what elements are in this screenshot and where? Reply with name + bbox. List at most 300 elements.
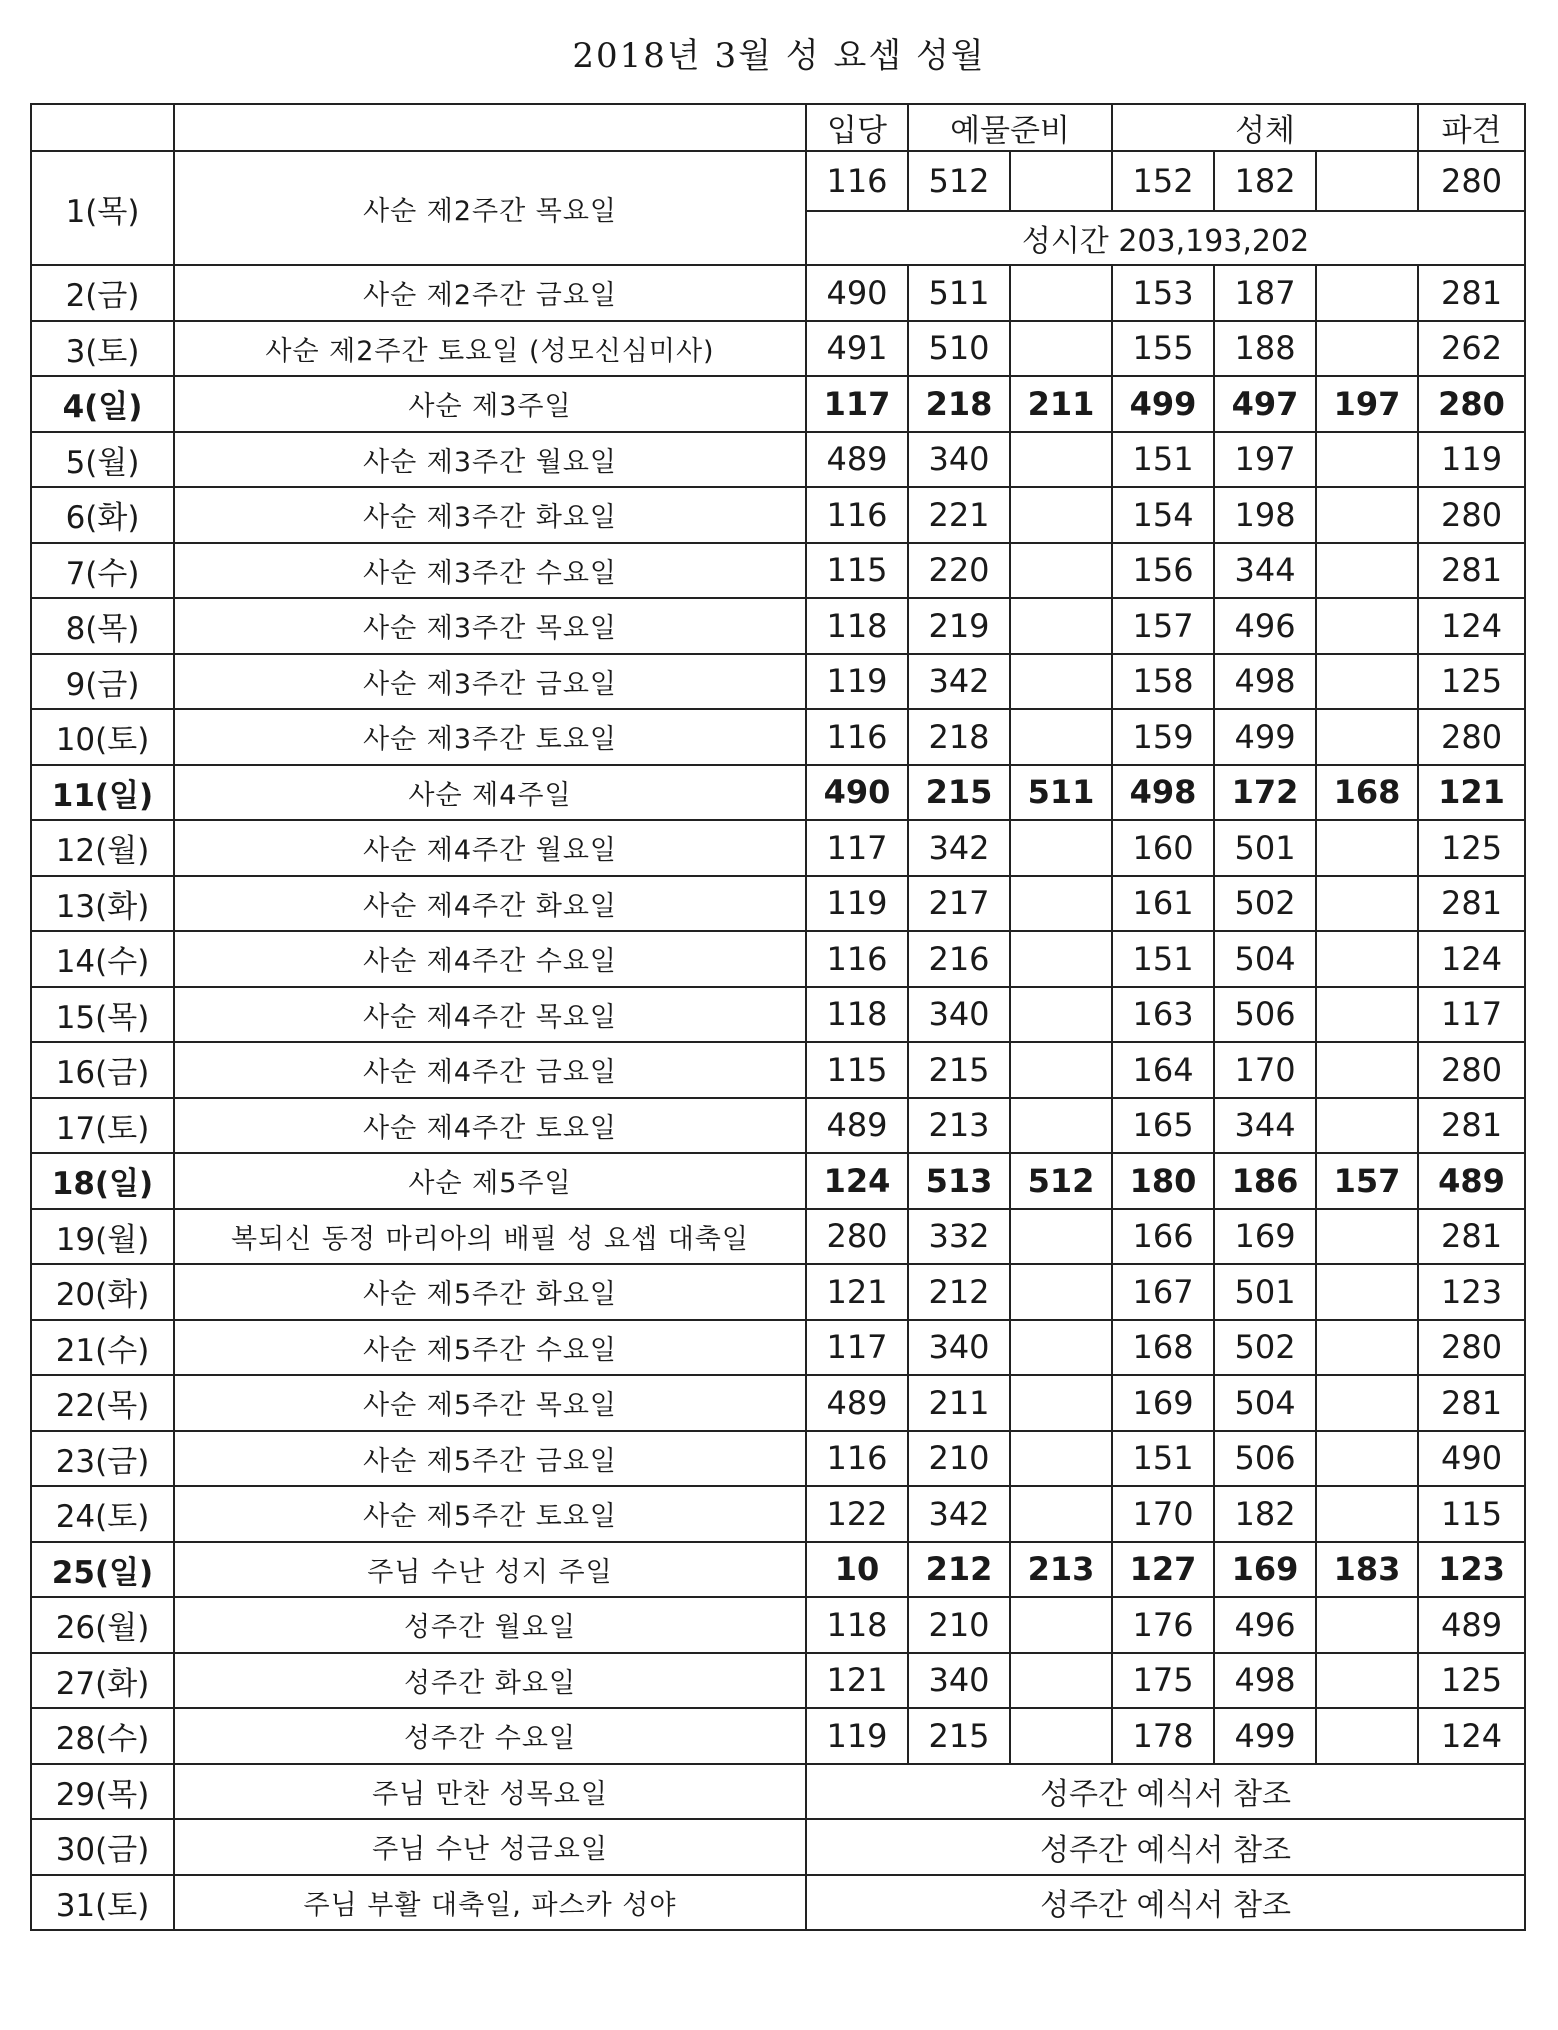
date-cell: 28(수) (31, 1708, 174, 1764)
date-cell: 9(금) (31, 654, 174, 710)
number-cell (1010, 598, 1112, 654)
number-cell: 490 (806, 265, 908, 321)
number-cell: 198 (1214, 487, 1316, 543)
number-cell: 496 (1214, 1597, 1316, 1653)
sunday-row (31, 1153, 1525, 1209)
number-cell: 280 (1418, 709, 1525, 765)
sunday-row (31, 376, 1525, 432)
number-cell: 499 (1214, 1708, 1316, 1764)
number-cell: 340 (908, 432, 1010, 488)
liturgy-name-cell: 사순 제2주간 토요일 (성모신심미사) (174, 321, 806, 377)
liturgy-name-cell: 성주간 월요일 (174, 1597, 806, 1653)
number-cell: 186 (1214, 1153, 1316, 1209)
header-row (31, 104, 1525, 151)
date-cell: 7(수) (31, 543, 174, 599)
number-cell: 510 (908, 321, 1010, 377)
table-row (31, 1264, 1525, 1320)
holy-hour-note: 성시간 203,193,202 (806, 211, 1525, 265)
date-cell: 5(월) (31, 432, 174, 488)
date-cell: 26(월) (31, 1597, 174, 1653)
number-cell (1010, 1320, 1112, 1376)
table-row (31, 820, 1525, 876)
table-row (31, 543, 1525, 599)
number-cell (1316, 654, 1418, 710)
number-cell: 124 (806, 1153, 908, 1209)
number-cell: 116 (806, 931, 908, 987)
number-cell: 168 (1112, 1320, 1214, 1376)
header-communion: 성체 (1112, 104, 1418, 151)
number-cell: 490 (1418, 1431, 1525, 1487)
number-cell: 215 (908, 1708, 1010, 1764)
number-cell: 489 (806, 1098, 908, 1154)
table-row (31, 1875, 1525, 1931)
number-cell: 10 (806, 1542, 908, 1598)
number-cell: 153 (1112, 265, 1214, 321)
number-cell (1316, 598, 1418, 654)
table-row (31, 1209, 1525, 1265)
number-cell: 496 (1214, 598, 1316, 654)
number-cell: 281 (1418, 876, 1525, 932)
number-cell: 163 (1112, 987, 1214, 1043)
table-row (31, 1042, 1525, 1098)
table-row (31, 432, 1525, 488)
number-cell (1010, 151, 1112, 211)
number-cell: 210 (908, 1597, 1010, 1653)
number-cell: 117 (806, 820, 908, 876)
date-cell: 19(월) (31, 1209, 174, 1265)
number-cell: 124 (1418, 931, 1525, 987)
header-dismissal: 파견 (1418, 104, 1525, 151)
table-row (31, 654, 1525, 710)
liturgy-name-cell: 사순 제3주간 토요일 (174, 709, 806, 765)
reference-note-cell: 성주간 예식서 참조 (806, 1819, 1525, 1875)
date-cell: 21(수) (31, 1320, 174, 1376)
number-cell (1316, 487, 1418, 543)
number-cell (1010, 987, 1112, 1043)
number-cell: 210 (908, 1431, 1010, 1487)
table-row (31, 1431, 1525, 1487)
number-cell: 170 (1112, 1486, 1214, 1542)
liturgy-name-cell: 사순 제3주간 화요일 (174, 487, 806, 543)
number-cell: 344 (1214, 543, 1316, 599)
number-cell: 182 (1214, 151, 1316, 211)
reference-note-cell: 성주간 예식서 참조 (806, 1764, 1525, 1820)
liturgy-name-cell: 성주간 수요일 (174, 1708, 806, 1764)
liturgy-name-cell: 사순 제4주간 수요일 (174, 931, 806, 987)
number-cell: 175 (1112, 1653, 1214, 1709)
number-cell: 211 (1010, 376, 1112, 432)
number-cell: 512 (908, 151, 1010, 211)
number-cell: 117 (806, 1320, 908, 1376)
date-cell: 17(토) (31, 1098, 174, 1154)
table-row (31, 1597, 1525, 1653)
number-cell: 116 (806, 709, 908, 765)
number-cell: 213 (1010, 1542, 1112, 1598)
number-cell: 501 (1214, 820, 1316, 876)
number-cell: 151 (1112, 931, 1214, 987)
number-cell: 215 (908, 1042, 1010, 1098)
number-cell: 280 (1418, 1320, 1525, 1376)
number-cell: 172 (1214, 765, 1316, 821)
number-cell (1316, 543, 1418, 599)
table-row (31, 265, 1525, 321)
number-cell: 169 (1214, 1542, 1316, 1598)
number-cell: 180 (1112, 1153, 1214, 1209)
number-cell: 498 (1112, 765, 1214, 821)
number-cell: 281 (1418, 543, 1525, 599)
liturgy-name-cell: 사순 제4주간 화요일 (174, 876, 806, 932)
number-cell: 217 (908, 876, 1010, 932)
table-row (31, 487, 1525, 543)
reference-note-cell: 성주간 예식서 참조 (806, 1875, 1525, 1931)
liturgy-name-cell: 주님 만찬 성목요일 (174, 1764, 806, 1820)
number-cell: 183 (1316, 1542, 1418, 1598)
number-cell: 152 (1112, 151, 1214, 211)
table-row (31, 321, 1525, 377)
number-cell: 499 (1214, 709, 1316, 765)
number-cell (1010, 1486, 1112, 1542)
header-entrance: 입당 (806, 104, 908, 151)
number-cell: 154 (1112, 487, 1214, 543)
number-cell: 281 (1418, 1098, 1525, 1154)
number-cell (1010, 931, 1112, 987)
date-cell: 27(화) (31, 1653, 174, 1709)
liturgy-name-cell: 사순 제3주일 (174, 376, 806, 432)
date-cell: 3(토) (31, 321, 174, 377)
number-cell (1010, 820, 1112, 876)
liturgy-name-cell: 사순 제3주간 목요일 (174, 598, 806, 654)
number-cell: 344 (1214, 1098, 1316, 1154)
number-cell: 280 (806, 1209, 908, 1265)
number-cell: 119 (1418, 432, 1525, 488)
date-cell: 13(화) (31, 876, 174, 932)
number-cell: 212 (908, 1542, 1010, 1598)
number-cell: 281 (1418, 1375, 1525, 1431)
header-offertory: 예물준비 (908, 104, 1112, 151)
number-cell (1010, 709, 1112, 765)
liturgy-name-cell: 사순 제4주일 (174, 765, 806, 821)
number-cell (1010, 1209, 1112, 1265)
liturgy-name-cell: 사순 제3주간 수요일 (174, 543, 806, 599)
number-cell: 124 (1418, 1708, 1525, 1764)
number-cell: 497 (1214, 376, 1316, 432)
number-cell: 513 (908, 1153, 1010, 1209)
number-cell: 119 (806, 1708, 908, 1764)
number-cell: 211 (908, 1375, 1010, 1431)
header-name-cell (174, 104, 806, 151)
table-row (31, 709, 1525, 765)
number-cell: 197 (1316, 376, 1418, 432)
date-cell: 11(일) (31, 765, 174, 821)
number-cell: 122 (806, 1486, 908, 1542)
number-cell: 188 (1214, 321, 1316, 377)
date-cell: 8(목) (31, 598, 174, 654)
number-cell: 156 (1112, 543, 1214, 599)
number-cell: 125 (1418, 1653, 1525, 1709)
number-cell (1010, 1708, 1112, 1764)
number-cell: 115 (1418, 1486, 1525, 1542)
number-cell (1316, 1209, 1418, 1265)
number-cell: 115 (806, 543, 908, 599)
number-cell: 215 (908, 765, 1010, 821)
header-date-cell (31, 104, 174, 151)
number-cell: 489 (806, 432, 908, 488)
number-cell: 197 (1214, 432, 1316, 488)
date-cell: 22(목) (31, 1375, 174, 1431)
liturgy-name-cell: 사순 제5주간 화요일 (174, 1264, 806, 1320)
number-cell (1010, 1375, 1112, 1431)
date-cell: 6(화) (31, 487, 174, 543)
number-cell: 212 (908, 1264, 1010, 1320)
number-cell: 281 (1418, 1209, 1525, 1265)
number-cell: 118 (806, 598, 908, 654)
number-cell: 176 (1112, 1597, 1214, 1653)
table-row (31, 1098, 1525, 1154)
number-cell: 119 (806, 654, 908, 710)
number-cell: 125 (1418, 820, 1525, 876)
number-cell (1010, 265, 1112, 321)
date-cell: 14(수) (31, 931, 174, 987)
number-cell (1010, 1653, 1112, 1709)
number-cell: 512 (1010, 1153, 1112, 1209)
date-cell: 24(토) (31, 1486, 174, 1542)
number-cell: 280 (1418, 376, 1525, 432)
number-cell: 280 (1418, 487, 1525, 543)
number-cell: 182 (1214, 1486, 1316, 1542)
number-cell: 187 (1214, 265, 1316, 321)
table-row (31, 1819, 1525, 1875)
number-cell (1316, 1431, 1418, 1487)
number-cell: 504 (1214, 1375, 1316, 1431)
table-row (31, 1708, 1525, 1764)
number-cell: 281 (1418, 265, 1525, 321)
date-cell: 12(월) (31, 820, 174, 876)
date-cell: 23(금) (31, 1431, 174, 1487)
number-cell: 218 (908, 709, 1010, 765)
date-cell: 1(목) (31, 151, 174, 265)
number-cell (1316, 1597, 1418, 1653)
number-cell: 219 (908, 598, 1010, 654)
number-cell (1010, 1431, 1112, 1487)
number-cell: 116 (806, 1431, 908, 1487)
hymn-schedule-table (30, 103, 1526, 1931)
number-cell: 117 (806, 376, 908, 432)
table-row (31, 1653, 1525, 1709)
number-cell (1316, 1708, 1418, 1764)
number-cell: 332 (908, 1209, 1010, 1265)
number-cell (1010, 1264, 1112, 1320)
date-cell: 20(화) (31, 1264, 174, 1320)
liturgy-name-cell: 사순 제2주간 금요일 (174, 265, 806, 321)
number-cell: 506 (1214, 1431, 1316, 1487)
number-cell: 121 (1418, 765, 1525, 821)
date-cell: 4(일) (31, 376, 174, 432)
number-cell (1316, 1264, 1418, 1320)
number-cell: 161 (1112, 876, 1214, 932)
table-row (31, 151, 1525, 211)
date-cell: 25(일) (31, 1542, 174, 1598)
number-cell (1010, 432, 1112, 488)
number-cell: 342 (908, 1486, 1010, 1542)
number-cell: 213 (908, 1098, 1010, 1154)
date-cell: 16(금) (31, 1042, 174, 1098)
number-cell (1010, 543, 1112, 599)
number-cell: 159 (1112, 709, 1214, 765)
number-cell: 511 (908, 265, 1010, 321)
number-cell: 115 (806, 1042, 908, 1098)
number-cell (1316, 321, 1418, 377)
table-row (31, 1375, 1525, 1431)
liturgy-name-cell: 사순 제3주간 월요일 (174, 432, 806, 488)
number-cell: 498 (1214, 654, 1316, 710)
number-cell: 118 (806, 987, 908, 1043)
number-cell: 165 (1112, 1098, 1214, 1154)
number-cell: 340 (908, 1320, 1010, 1376)
number-cell: 169 (1214, 1209, 1316, 1265)
number-cell: 151 (1112, 432, 1214, 488)
number-cell: 166 (1112, 1209, 1214, 1265)
number-cell: 489 (1418, 1597, 1525, 1653)
number-cell (1316, 1375, 1418, 1431)
date-cell: 31(토) (31, 1875, 174, 1931)
number-cell: 164 (1112, 1042, 1214, 1098)
number-cell: 121 (806, 1264, 908, 1320)
number-cell (1316, 1486, 1418, 1542)
date-cell: 29(목) (31, 1764, 174, 1820)
number-cell (1010, 1597, 1112, 1653)
table-row (31, 598, 1525, 654)
number-cell: 340 (908, 987, 1010, 1043)
page-title: 2018년 3월 성 요셉 성월 (572, 36, 986, 76)
number-cell: 157 (1316, 1153, 1418, 1209)
number-cell: 218 (908, 376, 1010, 432)
number-cell: 158 (1112, 654, 1214, 710)
number-cell: 506 (1214, 987, 1316, 1043)
number-cell: 501 (1214, 1264, 1316, 1320)
number-cell: 167 (1112, 1264, 1214, 1320)
number-cell: 123 (1418, 1542, 1525, 1598)
number-cell (1010, 487, 1112, 543)
date-cell: 18(일) (31, 1153, 174, 1209)
number-cell (1316, 709, 1418, 765)
number-cell (1316, 151, 1418, 211)
liturgy-name-cell: 사순 제4주간 목요일 (174, 987, 806, 1043)
number-cell: 124 (1418, 598, 1525, 654)
number-cell (1010, 321, 1112, 377)
liturgy-name-cell: 사순 제4주간 토요일 (174, 1098, 806, 1154)
number-cell (1316, 1653, 1418, 1709)
liturgy-name-cell: 주님 수난 성지 주일 (174, 1542, 806, 1598)
number-cell (1316, 987, 1418, 1043)
number-cell: 216 (908, 931, 1010, 987)
number-cell: 119 (806, 876, 908, 932)
number-cell: 511 (1010, 765, 1112, 821)
number-cell: 178 (1112, 1708, 1214, 1764)
liturgy-name-cell: 사순 제2주간 목요일 (174, 151, 806, 265)
number-cell: 502 (1214, 876, 1316, 932)
number-cell: 342 (908, 654, 1010, 710)
number-cell (1316, 931, 1418, 987)
liturgy-name-cell: 사순 제5주간 금요일 (174, 1431, 806, 1487)
date-cell: 2(금) (31, 265, 174, 321)
date-cell: 15(목) (31, 987, 174, 1043)
liturgy-name-cell: 사순 제5주간 목요일 (174, 1375, 806, 1431)
number-cell: 160 (1112, 820, 1214, 876)
number-cell: 280 (1418, 1042, 1525, 1098)
liturgy-name-cell: 사순 제5주간 수요일 (174, 1320, 806, 1376)
number-cell: 155 (1112, 321, 1214, 377)
number-cell (1316, 876, 1418, 932)
liturgy-name-cell: 사순 제4주간 월요일 (174, 820, 806, 876)
number-cell: 117 (1418, 987, 1525, 1043)
number-cell (1316, 432, 1418, 488)
number-cell (1316, 1098, 1418, 1154)
number-cell: 220 (908, 543, 1010, 599)
number-cell: 123 (1418, 1264, 1525, 1320)
number-cell: 127 (1112, 1542, 1214, 1598)
number-cell: 116 (806, 151, 908, 211)
liturgy-name-cell: 성주간 화요일 (174, 1653, 806, 1709)
number-cell: 498 (1214, 1653, 1316, 1709)
table-row (31, 1764, 1525, 1820)
number-cell: 169 (1112, 1375, 1214, 1431)
number-cell (1010, 1098, 1112, 1154)
number-cell (1010, 654, 1112, 710)
date-cell: 30(금) (31, 1819, 174, 1875)
sunday-row (31, 1542, 1525, 1598)
liturgy-name-cell: 주님 수난 성금요일 (174, 1819, 806, 1875)
number-cell: 118 (806, 1597, 908, 1653)
number-cell: 499 (1112, 376, 1214, 432)
number-cell: 170 (1214, 1042, 1316, 1098)
date-cell: 10(토) (31, 709, 174, 765)
number-cell: 342 (908, 820, 1010, 876)
table-row (31, 1320, 1525, 1376)
liturgy-name-cell: 사순 제3주간 금요일 (174, 654, 806, 710)
number-cell (1316, 820, 1418, 876)
table-row (31, 987, 1525, 1043)
number-cell: 490 (806, 765, 908, 821)
number-cell: 262 (1418, 321, 1525, 377)
number-cell: 151 (1112, 1431, 1214, 1487)
number-cell: 340 (908, 1653, 1010, 1709)
number-cell: 121 (806, 1653, 908, 1709)
number-cell (1316, 1042, 1418, 1098)
number-cell: 502 (1214, 1320, 1316, 1376)
number-cell: 221 (908, 487, 1010, 543)
number-cell (1010, 1042, 1112, 1098)
liturgy-name-cell: 주님 부활 대축일, 파스카 성야 (174, 1875, 806, 1931)
table-row (31, 931, 1525, 987)
number-cell: 125 (1418, 654, 1525, 710)
table-row (31, 1486, 1525, 1542)
number-cell: 116 (806, 487, 908, 543)
number-cell (1316, 265, 1418, 321)
liturgy-name-cell: 사순 제5주간 토요일 (174, 1486, 806, 1542)
number-cell: 489 (806, 1375, 908, 1431)
number-cell: 280 (1418, 151, 1525, 211)
number-cell: 168 (1316, 765, 1418, 821)
sunday-row (31, 765, 1525, 821)
table-row (31, 876, 1525, 932)
number-cell (1316, 1320, 1418, 1376)
liturgy-name-cell: 사순 제4주간 금요일 (174, 1042, 806, 1098)
number-cell: 157 (1112, 598, 1214, 654)
liturgy-name-cell: 복되신 동정 마리아의 배필 성 요셉 대축일 (174, 1209, 806, 1265)
number-cell (1010, 876, 1112, 932)
number-cell: 491 (806, 321, 908, 377)
liturgy-name-cell: 사순 제5주일 (174, 1153, 806, 1209)
